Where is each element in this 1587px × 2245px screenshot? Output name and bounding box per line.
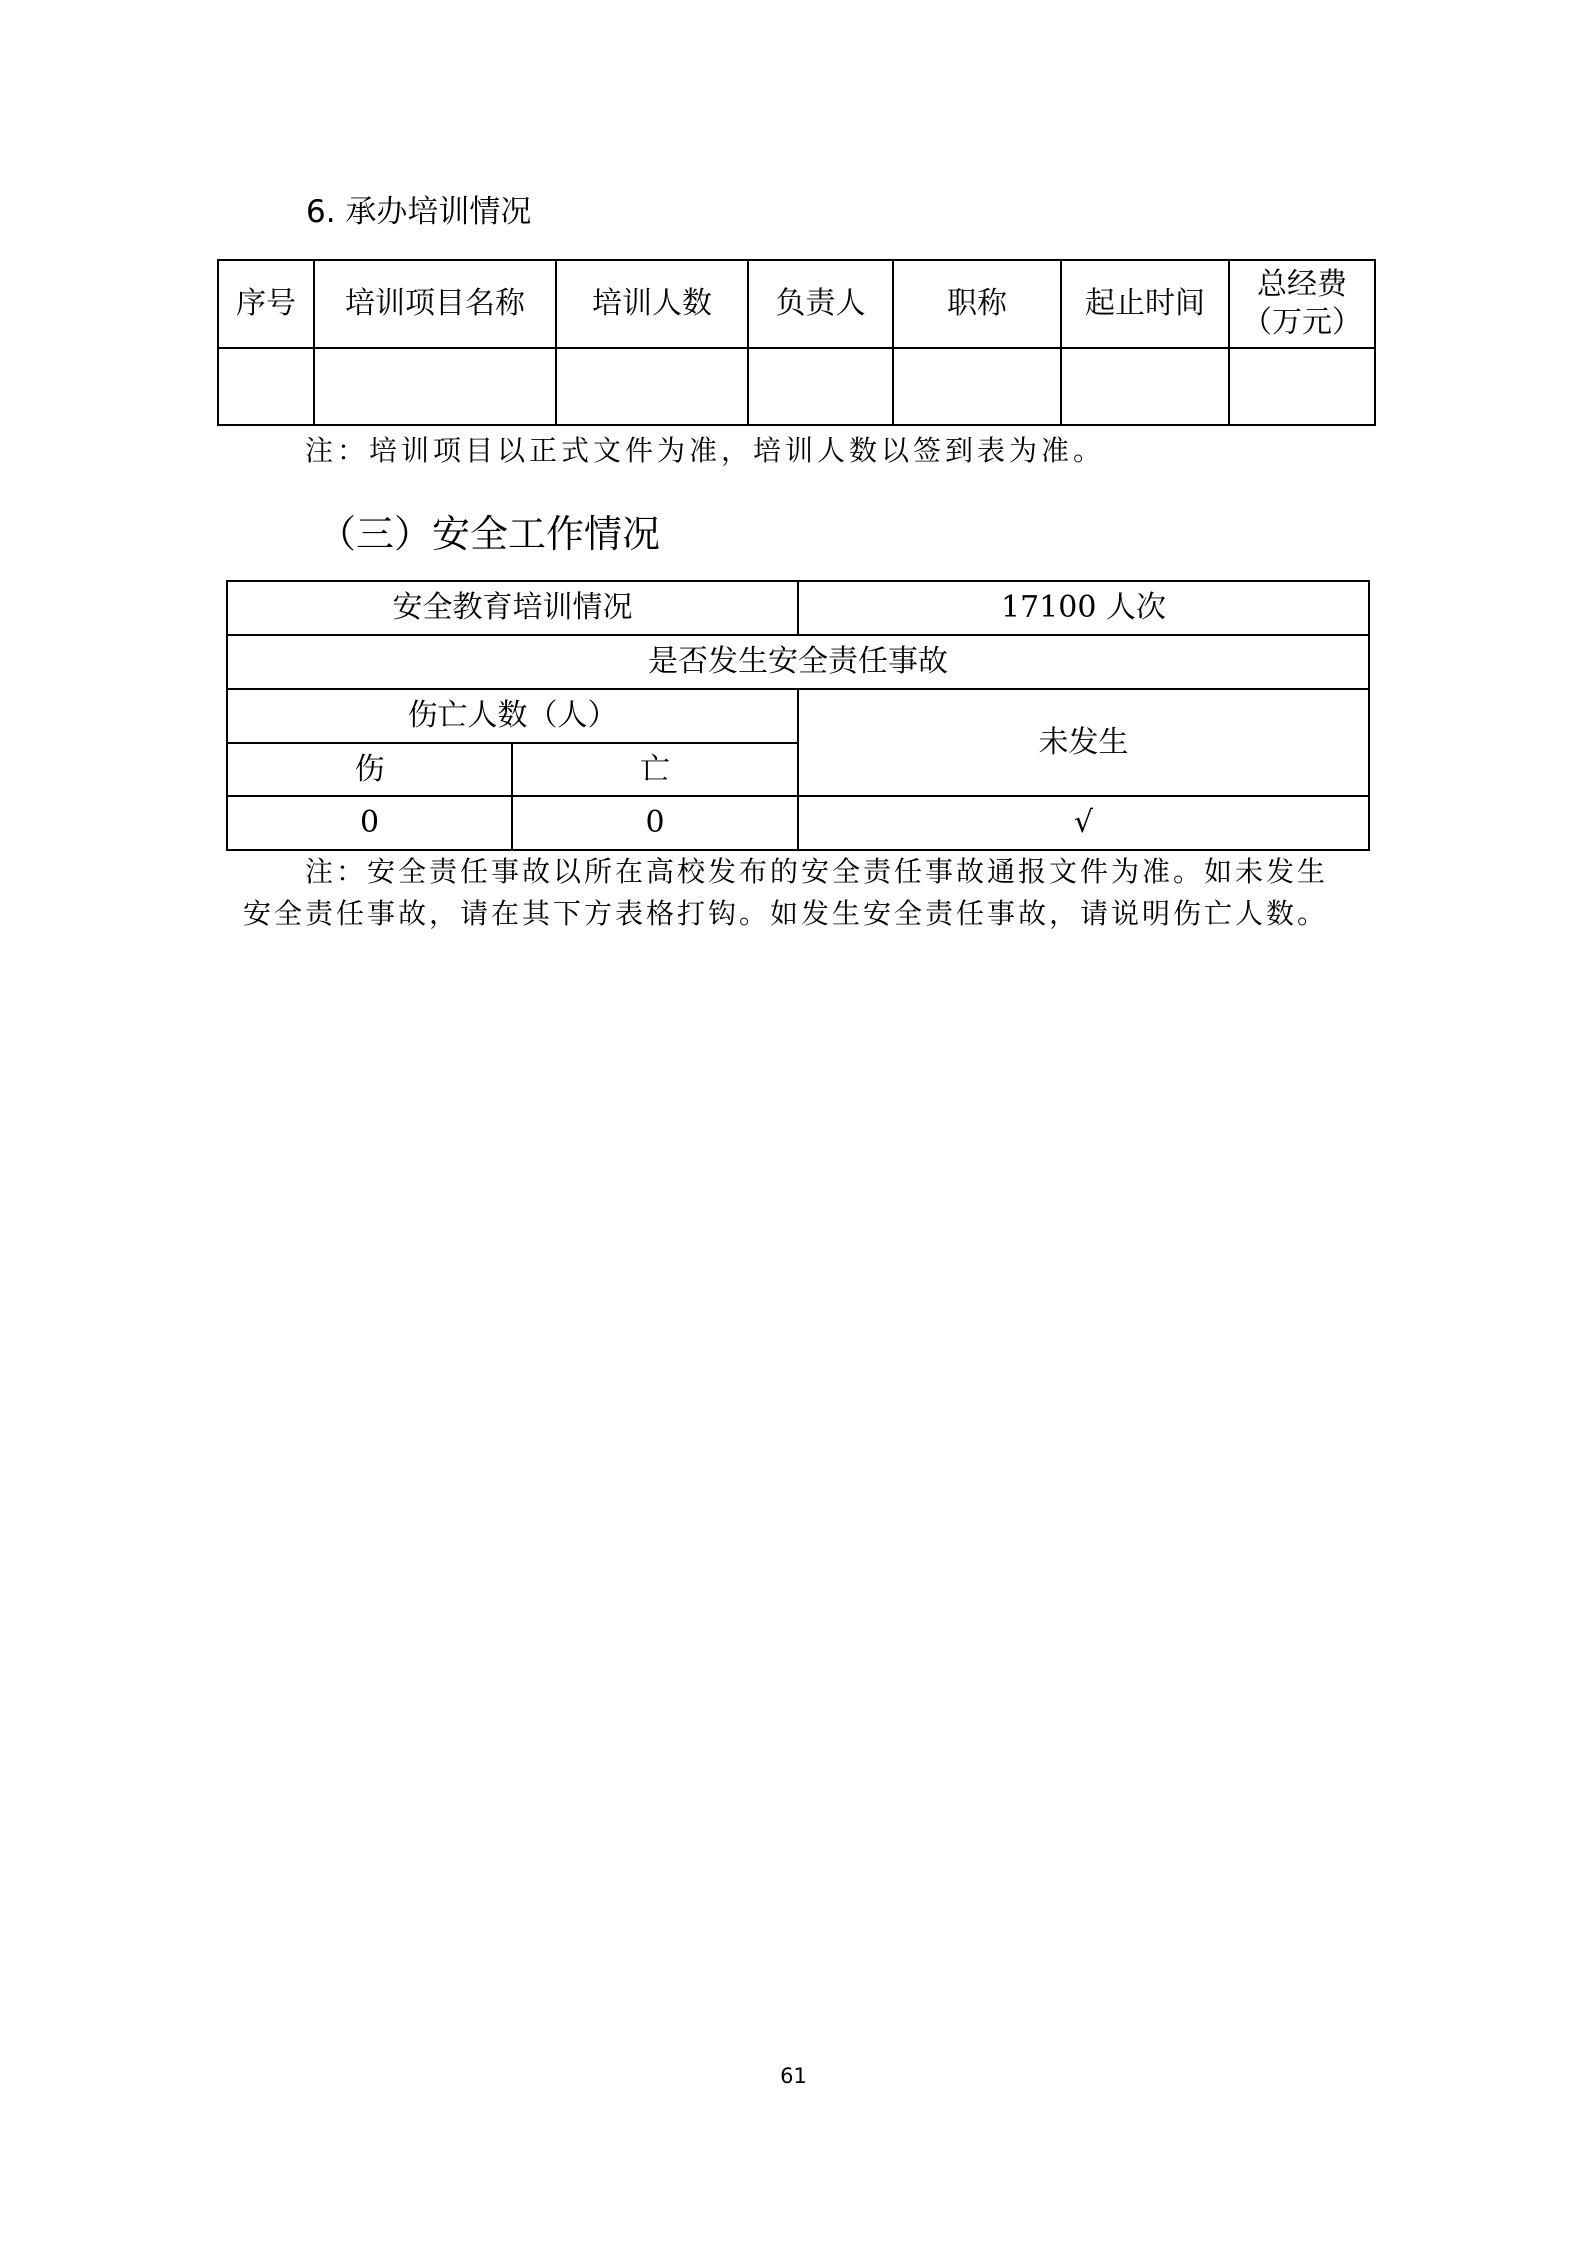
section-6-heading: 6. 承办培训情况 bbox=[306, 194, 532, 230]
cell bbox=[1061, 348, 1229, 425]
header-trainee-count: 培训人数 bbox=[556, 260, 748, 348]
casualty-label: 伤亡人数（人） bbox=[227, 689, 798, 743]
cell bbox=[218, 348, 314, 425]
cell bbox=[893, 348, 1061, 425]
training-table-header-row bbox=[218, 260, 1375, 348]
casualty-header-row bbox=[227, 689, 1369, 743]
training-note: 注：培训项目以正式文件为准，培训人数以签到表为准。 bbox=[305, 434, 1106, 467]
page-number: 61 bbox=[780, 2064, 807, 2088]
accident-question: 是否发生安全责任事故 bbox=[227, 635, 1369, 689]
not-occurred-checkmark: √ bbox=[798, 796, 1369, 850]
not-occurred-label: 未发生 bbox=[798, 689, 1369, 796]
safety-training-row bbox=[227, 581, 1369, 635]
safety-note-line1: 注：安全责任事故以所在高校发布的安全责任事故通报文件为准。如未发生 bbox=[305, 855, 1329, 888]
header-period: 起止时间 bbox=[1061, 260, 1229, 348]
cell bbox=[748, 348, 893, 425]
training-table-empty-row bbox=[218, 348, 1375, 425]
safety-note-line2: 安全责任事故，请在其下方表格打钩。如发生安全责任事故，请说明伤亡人数。 bbox=[243, 897, 1329, 930]
training-table bbox=[217, 259, 1376, 426]
accident-question-row bbox=[227, 635, 1369, 689]
dead-value: 0 bbox=[512, 796, 798, 850]
casualty-value-row bbox=[227, 796, 1369, 850]
injured-value: 0 bbox=[227, 796, 512, 850]
header-serial: 序号 bbox=[218, 260, 314, 348]
safety-training-value: 17100 人次 bbox=[798, 581, 1369, 635]
injured-label: 伤 bbox=[227, 743, 512, 796]
header-title: 职称 bbox=[893, 260, 1061, 348]
section-3-heading: （三）安全工作情况 bbox=[318, 512, 661, 556]
cell bbox=[1229, 348, 1375, 425]
header-total-funds-line2: （万元） bbox=[1242, 305, 1362, 340]
dead-label: 亡 bbox=[512, 743, 798, 796]
cell bbox=[556, 348, 748, 425]
header-total-funds-line1: 总经费 bbox=[1257, 267, 1347, 302]
header-total-funds bbox=[1229, 260, 1375, 348]
header-person-in-charge: 负责人 bbox=[748, 260, 893, 348]
safety-training-label: 安全教育培训情况 bbox=[227, 581, 798, 635]
header-project-name: 培训项目名称 bbox=[314, 260, 556, 348]
cell bbox=[314, 348, 556, 425]
safety-table bbox=[226, 580, 1370, 851]
